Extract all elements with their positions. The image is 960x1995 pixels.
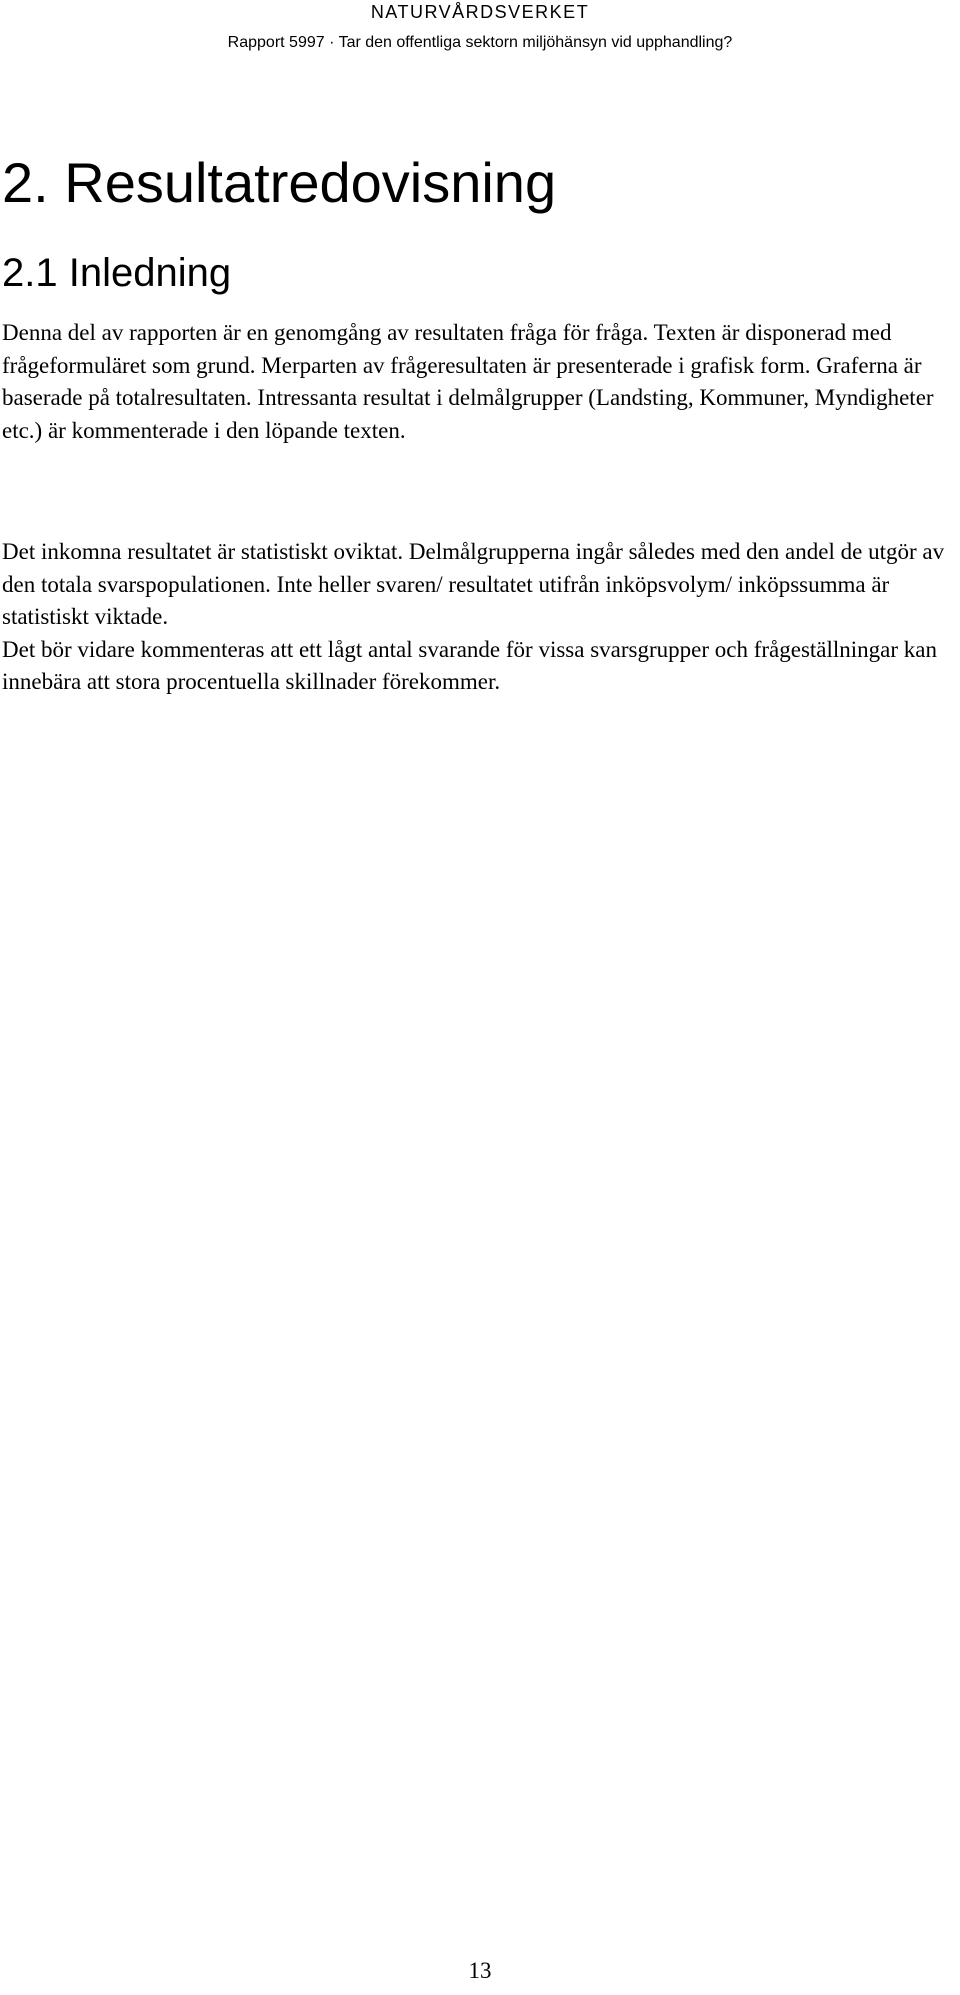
subsection-heading: 2.1 Inledning: [2, 251, 232, 295]
body-paragraph-group: [2, 536, 954, 699]
body-paragraph-weighting: Det inkomna resultatet är statistiskt oviktat. Delmålgrupperna ingår således med den andel de utgör av den totala svarspopulationen. Inte heller svaren/ resultatet utifrån inköpsvolym/ inköpssumma är statistiskt viktade.: [2, 539, 945, 629]
body-paragraph-intro: Denna del av rapporten är en genomgång av resultaten fråga för fråga. Texten är disponerad med frågeformuläret som grund. Merparten av frågeresultaten är presenterade i grafisk form. Graferna är baserade på totalresultaten. Intressanta resultat i delmålgrupper (Landsting, Kommuner, Myndigheter etc.) är kommenterade i den löpande texten.: [2, 320, 934, 443]
section-heading: 2. Resultatredovisning: [2, 151, 557, 214]
header-organization: NATURVÅRDSVERKET: [370, 2, 590, 22]
header-report-title: Rapport 5997 · Tar den offentliga sektorn miljöhänsyn vid upphandling?: [227, 34, 733, 51]
page-number: 13: [468, 1958, 492, 1983]
body-paragraph-note: Det bör vidare kommenteras att ett lågt antal svarande för vissa svarsgrupper och frågeställningar kan innebära att stora procentuella skillnader förekommer.: [2, 636, 937, 694]
